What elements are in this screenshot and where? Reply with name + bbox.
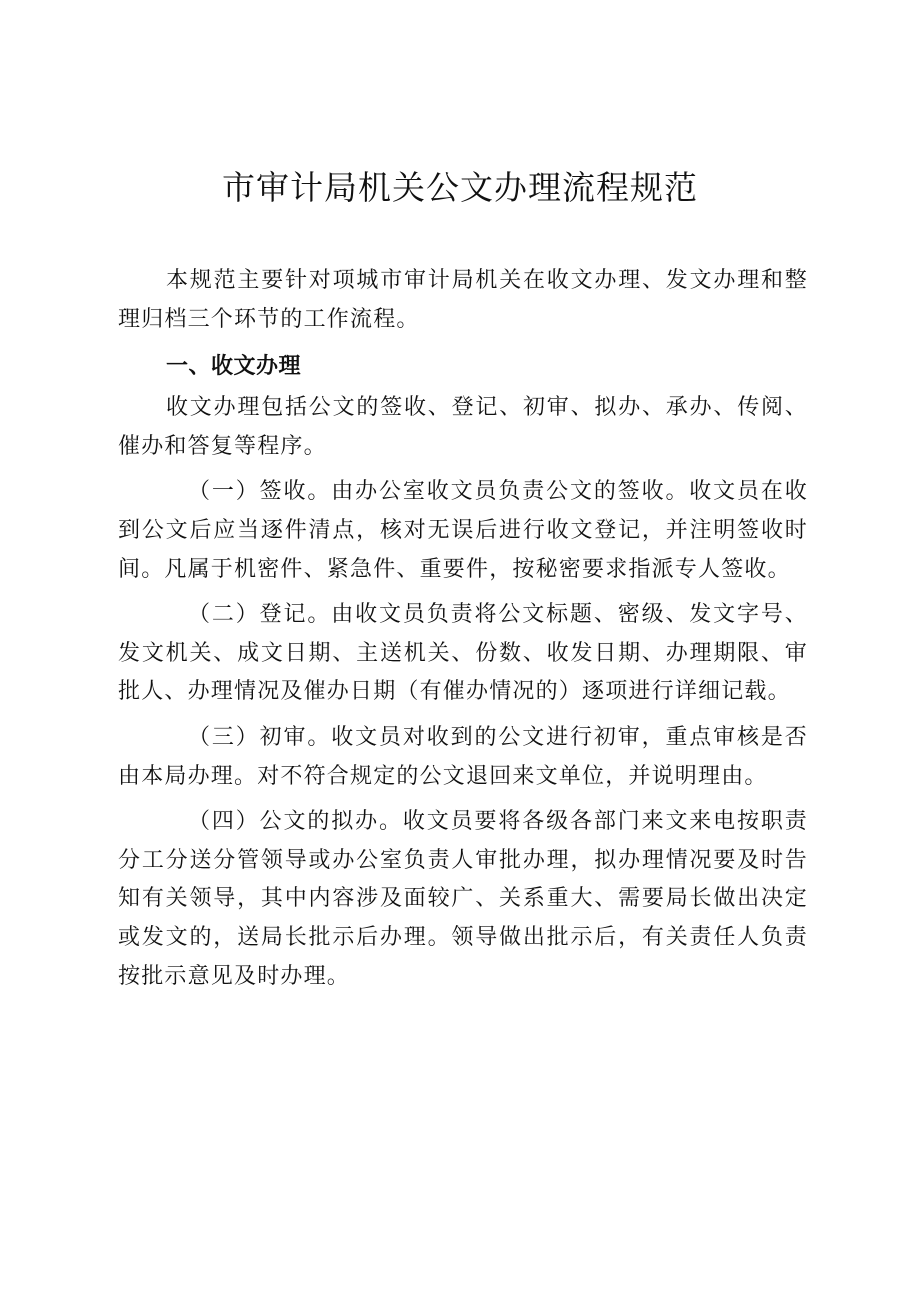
item-preliminary-review: （三）初审。收文员对收到的公文进行初审，重点审核是否由本局办理。对不符合规定的公文退回来文单位，并说明理由。 [118,724,808,789]
item-registration: （二）登记。由收文员负责将公文标题、密级、发文字号、发文机关、成文日期、主送机关、份数、收发日期、办理期限、审批人、办理情况及催办日期（有催办情况的）逐项进行详细记载。 [118,602,808,705]
document-title: 市审计局机关公文办理流程规范 [222,168,698,207]
item-proposed-handling: （四）公文的拟办。收文员要将各级各部门来文来电按职责分工分送分管领导或办公室负责人审批办理，拟办理情况要及时告知有关领导，其中内容涉及面较广、关系重大、需要局长做出决定或发文的，送局长批示后办理。领导做出批示后，有关责任人负责按批示意见及时办理。 [118,809,808,989]
document-body [118,262,808,996]
intro-paragraph: 本规范主要针对项城市审计局机关在收文办理、发文办理和整理归档三个环节的工作流程。 [118,268,808,332]
section-heading: 一、收文办理 [166,354,302,380]
section-lead-paragraph: 收文办理包括公文的签收、登记、初审、拟办、承办、传阅、催办和答复等程序。 [118,395,808,459]
item-sign-receipt: （一）签收。由办公室收文员负责公文的签收。收文员在收到公文后应当逐件清点，核对无误后进行收文登记，并注明签收时间。凡属于机密件、紧急件、重要件，按秘密要求指派专人签收。 [118,479,808,582]
